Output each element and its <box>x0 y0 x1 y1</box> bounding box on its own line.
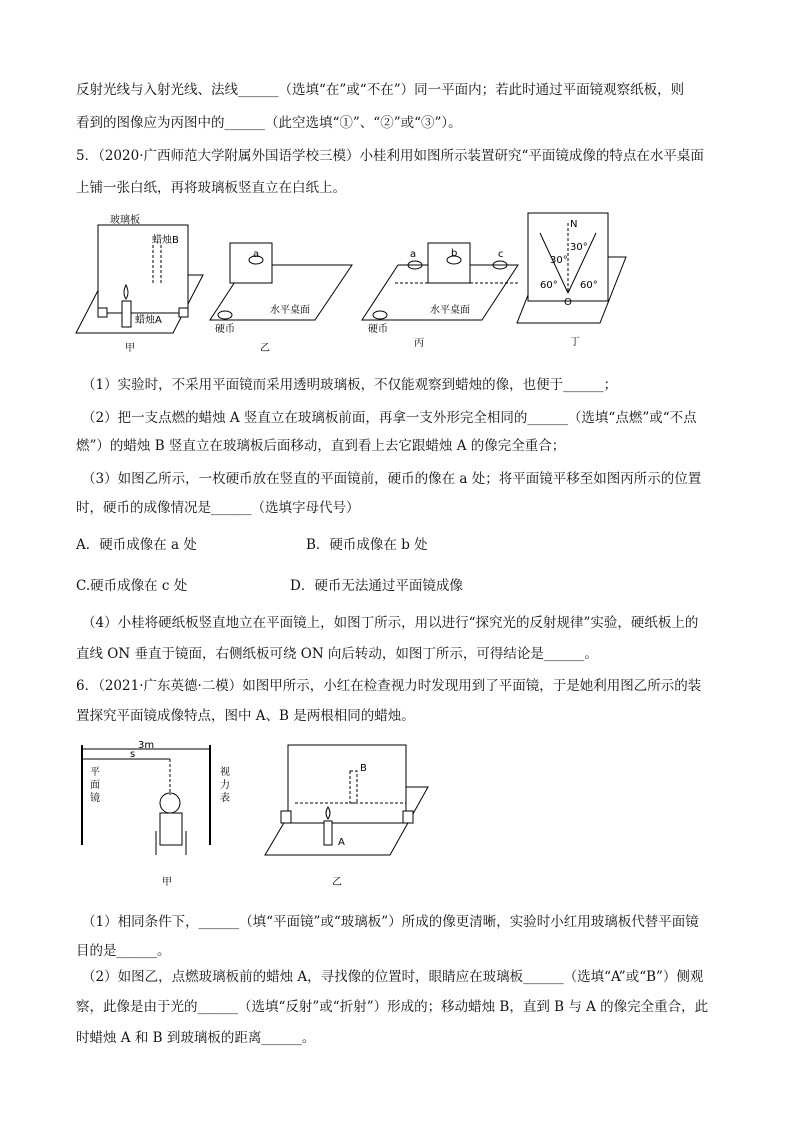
question-5-2: （2）把一支点燃的蜡烛 A 竖直立在玻璃板前面，再拿一支外形完全相同的______（选填“点燃”或“不点 <box>82 410 697 426</box>
label-coin: 硬币 <box>215 324 235 335</box>
label-b: b <box>451 248 458 259</box>
label-a: a <box>253 249 260 260</box>
label-bing: 丙 <box>414 338 424 349</box>
label-a6: A <box>338 837 345 848</box>
label-ding: 丁 <box>570 337 580 348</box>
label-coin2: 硬币 <box>368 324 388 335</box>
option-b: B．硬币成像在 b 处 <box>306 537 428 553</box>
label-60-right: 60° <box>580 280 598 291</box>
label-mirror: 平面镜 <box>90 767 100 804</box>
label-jia6: 甲 <box>162 877 172 888</box>
label-candle-a: 蜡烛A <box>135 315 162 326</box>
text-line: 燃”）的蜡烛 B 竖直立在玻璃板后面移动，直到看上去它跟蜡烛 A 的像完全重合； <box>76 438 566 454</box>
label-yi: 乙 <box>260 343 270 354</box>
text-line: 时，硬币的成像情况是______（选填字母代号） <box>76 500 360 516</box>
label-n: N <box>570 219 578 230</box>
text-line: 目的是______。 <box>76 943 171 959</box>
text-line: 置探究平面镜成像特点，图中 A、B 是两根相同的蜡烛。 <box>76 708 415 724</box>
question-5-4: （4）小桂将硬纸板竖直地立在平面镜上，如图丁所示，用以进行“探究光的反射规律”实验，硬纸板上的 <box>82 615 699 631</box>
label-glass: 玻璃板 <box>110 215 140 226</box>
figure-6-yi <box>265 745 428 855</box>
text-line: 直线 ON 垂直于镜面，右侧纸板可绕 ON 向后转动，如图丁所示，可得结论是______。 <box>76 646 598 662</box>
label-desk2: 水平桌面 <box>430 305 470 316</box>
label-chart: 视力表 <box>220 767 230 804</box>
figure-6 <box>70 735 440 895</box>
question-5-title: 5．（2020·广西师范大学附属外国语学校三模）小桂利用如图所示装置研究“平面镜成像的特点在水平桌面 <box>76 148 704 164</box>
label-jia: 甲 <box>125 343 135 354</box>
option-a: A．硬币成像在 a 处 <box>76 537 197 553</box>
label-s: s <box>130 749 136 760</box>
figure-5 <box>70 205 640 355</box>
text-line: 看到的图像应为丙图中的______（此空选填“①”、“②”或“③”）。 <box>76 115 462 131</box>
question-5-3: （3）如图乙所示，一枚硬币放在竖直的平面镜前，硬币的像在 a 处；将平面镜平移至如图丙所示的位置 <box>82 471 702 487</box>
text-line: 时蜡烛 A 和 B 到玻璃板的距离______。 <box>76 1030 316 1046</box>
label-o: O <box>564 297 572 308</box>
question-6-title: 6．（2021·广东英德·二模）如图甲所示，小红在检查视力时发现用到了平面镜，于是她利用图乙所示的装 <box>76 678 702 694</box>
question-5-1: （1）实验时，不采用平面镜而采用透明玻璃板，不仅能观察到蜡烛的像，也便于______； <box>82 377 618 393</box>
label-3m: 3m <box>138 740 155 751</box>
label-yi6: 乙 <box>332 877 342 888</box>
label-b6: B <box>360 763 367 774</box>
option-c: C.硬币成像在 c 处 <box>76 578 188 594</box>
label-a2: a <box>410 249 417 260</box>
label-30-right: 30° <box>570 242 588 253</box>
label-60-left: 60° <box>540 280 558 291</box>
question-6-2: （2）如图乙，点燃玻璃板前的蜡烛 A，寻找像的位置时，眼睛应在玻璃板______（选填“A”或“B”）侧观 <box>82 969 704 985</box>
text-line: 上铺一张白纸，再将玻璃板竖直立在白纸上。 <box>76 180 346 196</box>
figure-6-jia <box>82 745 210 855</box>
question-6-1: （1）相同条件下，______（填“平面镜”或“玻璃板”）所成的像更清晰，实验时小红用玻璃板代替平面镜 <box>82 914 699 930</box>
label-c: c <box>498 249 504 260</box>
label-30-left: 30° <box>550 255 568 266</box>
text-line: 反射光线与入射光线、法线______（选填“在”或“不在”）同一平面内；若此时通过平面镜观察纸板，则 <box>76 82 685 98</box>
label-desk: 水平桌面 <box>270 305 310 316</box>
text-line: 察，此像是由于光的______（选填“反射”或“折射”）形成的；移动蜡烛 B，直到 B 与 A 的像完全重合，此 <box>76 999 709 1015</box>
option-d: D．硬币无法通过平面镜成像 <box>290 578 463 594</box>
label-candle-b: 蜡烛B <box>152 235 179 246</box>
